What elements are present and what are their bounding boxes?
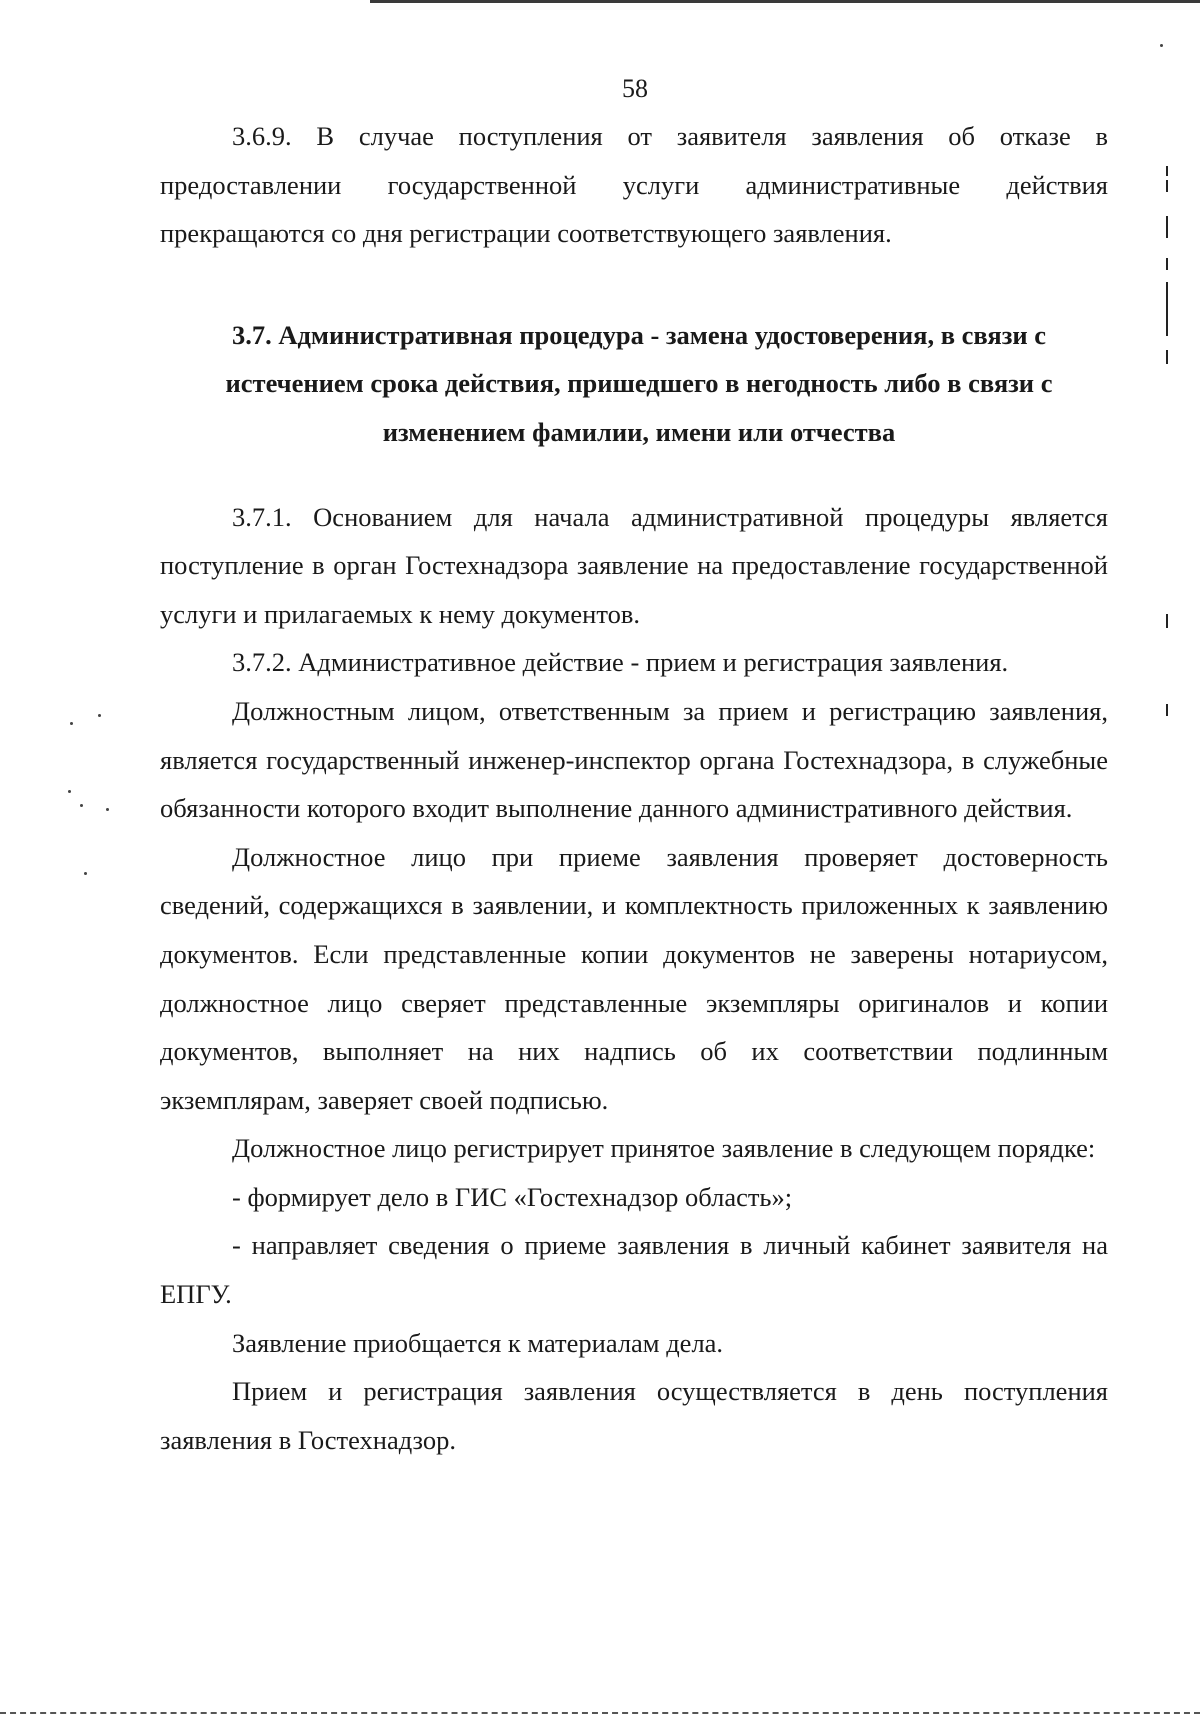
paragraph-3-7-2: 3.7.2. Административное действие - прием и регистрация заявления.: [232, 647, 1009, 678]
top-border-line: [370, 0, 1200, 3]
list-item-send-info: - направляет сведения о приеме заявления в личный кабинет заявителя на ЕПГУ.: [160, 1230, 1108, 1310]
scan-speck: [98, 714, 101, 717]
paragraph-responsible-official: Должностным лицом, ответственным за прием и регистрацию заявления, является государственный инженер-инспектор органа Гостехнадзора, в служебные обязанности которого входит выполнение данного административного действия.: [160, 695, 1108, 824]
scan-margin-mark: [1166, 180, 1168, 192]
scan-speck: [106, 808, 109, 811]
scan-margin-mark: [1166, 258, 1168, 270]
document-body: [160, 112, 1108, 1464]
scan-margin-mark: [1166, 166, 1168, 176]
section-heading-3-7: 3.7. Административная процедура - замена удостоверения, в связи с истечением срока действия, пришедшего в негодность либо в связи с изменением фамилии, имени или отчества: [225, 319, 1053, 447]
scan-speck: [68, 790, 71, 793]
paragraph-same-day: Прием и регистрация заявления осуществляется в день поступления заявления в Гостехнадзор.: [160, 1376, 1108, 1455]
scan-margin-mark: [1166, 704, 1168, 716]
paragraph-attach-to-case: Заявление приобщается к материалам дела.: [232, 1327, 724, 1358]
page-number: 58: [622, 74, 648, 103]
scan-speck: [1160, 44, 1163, 47]
paragraph-document-check: Должностное лицо при приеме заявления проверяет достоверность сведений, содержащихся в заявлении, и комплектность приложенных к заявлению документов. Если представленные копии документов не заверены нотариусом, должностное лицо сверяет представленные экземпляры оригиналов и копии документов, выполняет на них надпись об их соответствии подлинным экземплярам, заверяет своей подписью.: [160, 841, 1108, 1115]
scan-speck: [84, 872, 87, 875]
scan-margin-mark: [1166, 216, 1168, 238]
scan-margin-mark: [1166, 282, 1168, 336]
bottom-border-line: [0, 1712, 1200, 1716]
paragraph-registration-order: Должностное лицо регистрирует принятое заявление в следующем порядке:: [232, 1133, 1096, 1164]
scan-margin-mark: [1166, 614, 1168, 628]
list-item-form-case: - формирует дело в ГИС «Гостехнадзор область»;: [232, 1181, 793, 1212]
scan-speck: [70, 722, 73, 725]
paragraph-3-6-9: 3.6.9. В случае поступления от заявителя заявления об отказе в предоставлении государственной услуги административные действия прекращаются со дня регистрации соответствующего заявления.: [160, 121, 1108, 249]
paragraph-3-7-1: 3.7.1. Основанием для начала административной процедуры является поступление в орган Гостехнадзора заявление на предоставление государственной услуги и прилагаемых к нему документов.: [160, 501, 1108, 629]
scan-speck: [80, 804, 83, 807]
scan-margin-mark: [1166, 350, 1168, 364]
